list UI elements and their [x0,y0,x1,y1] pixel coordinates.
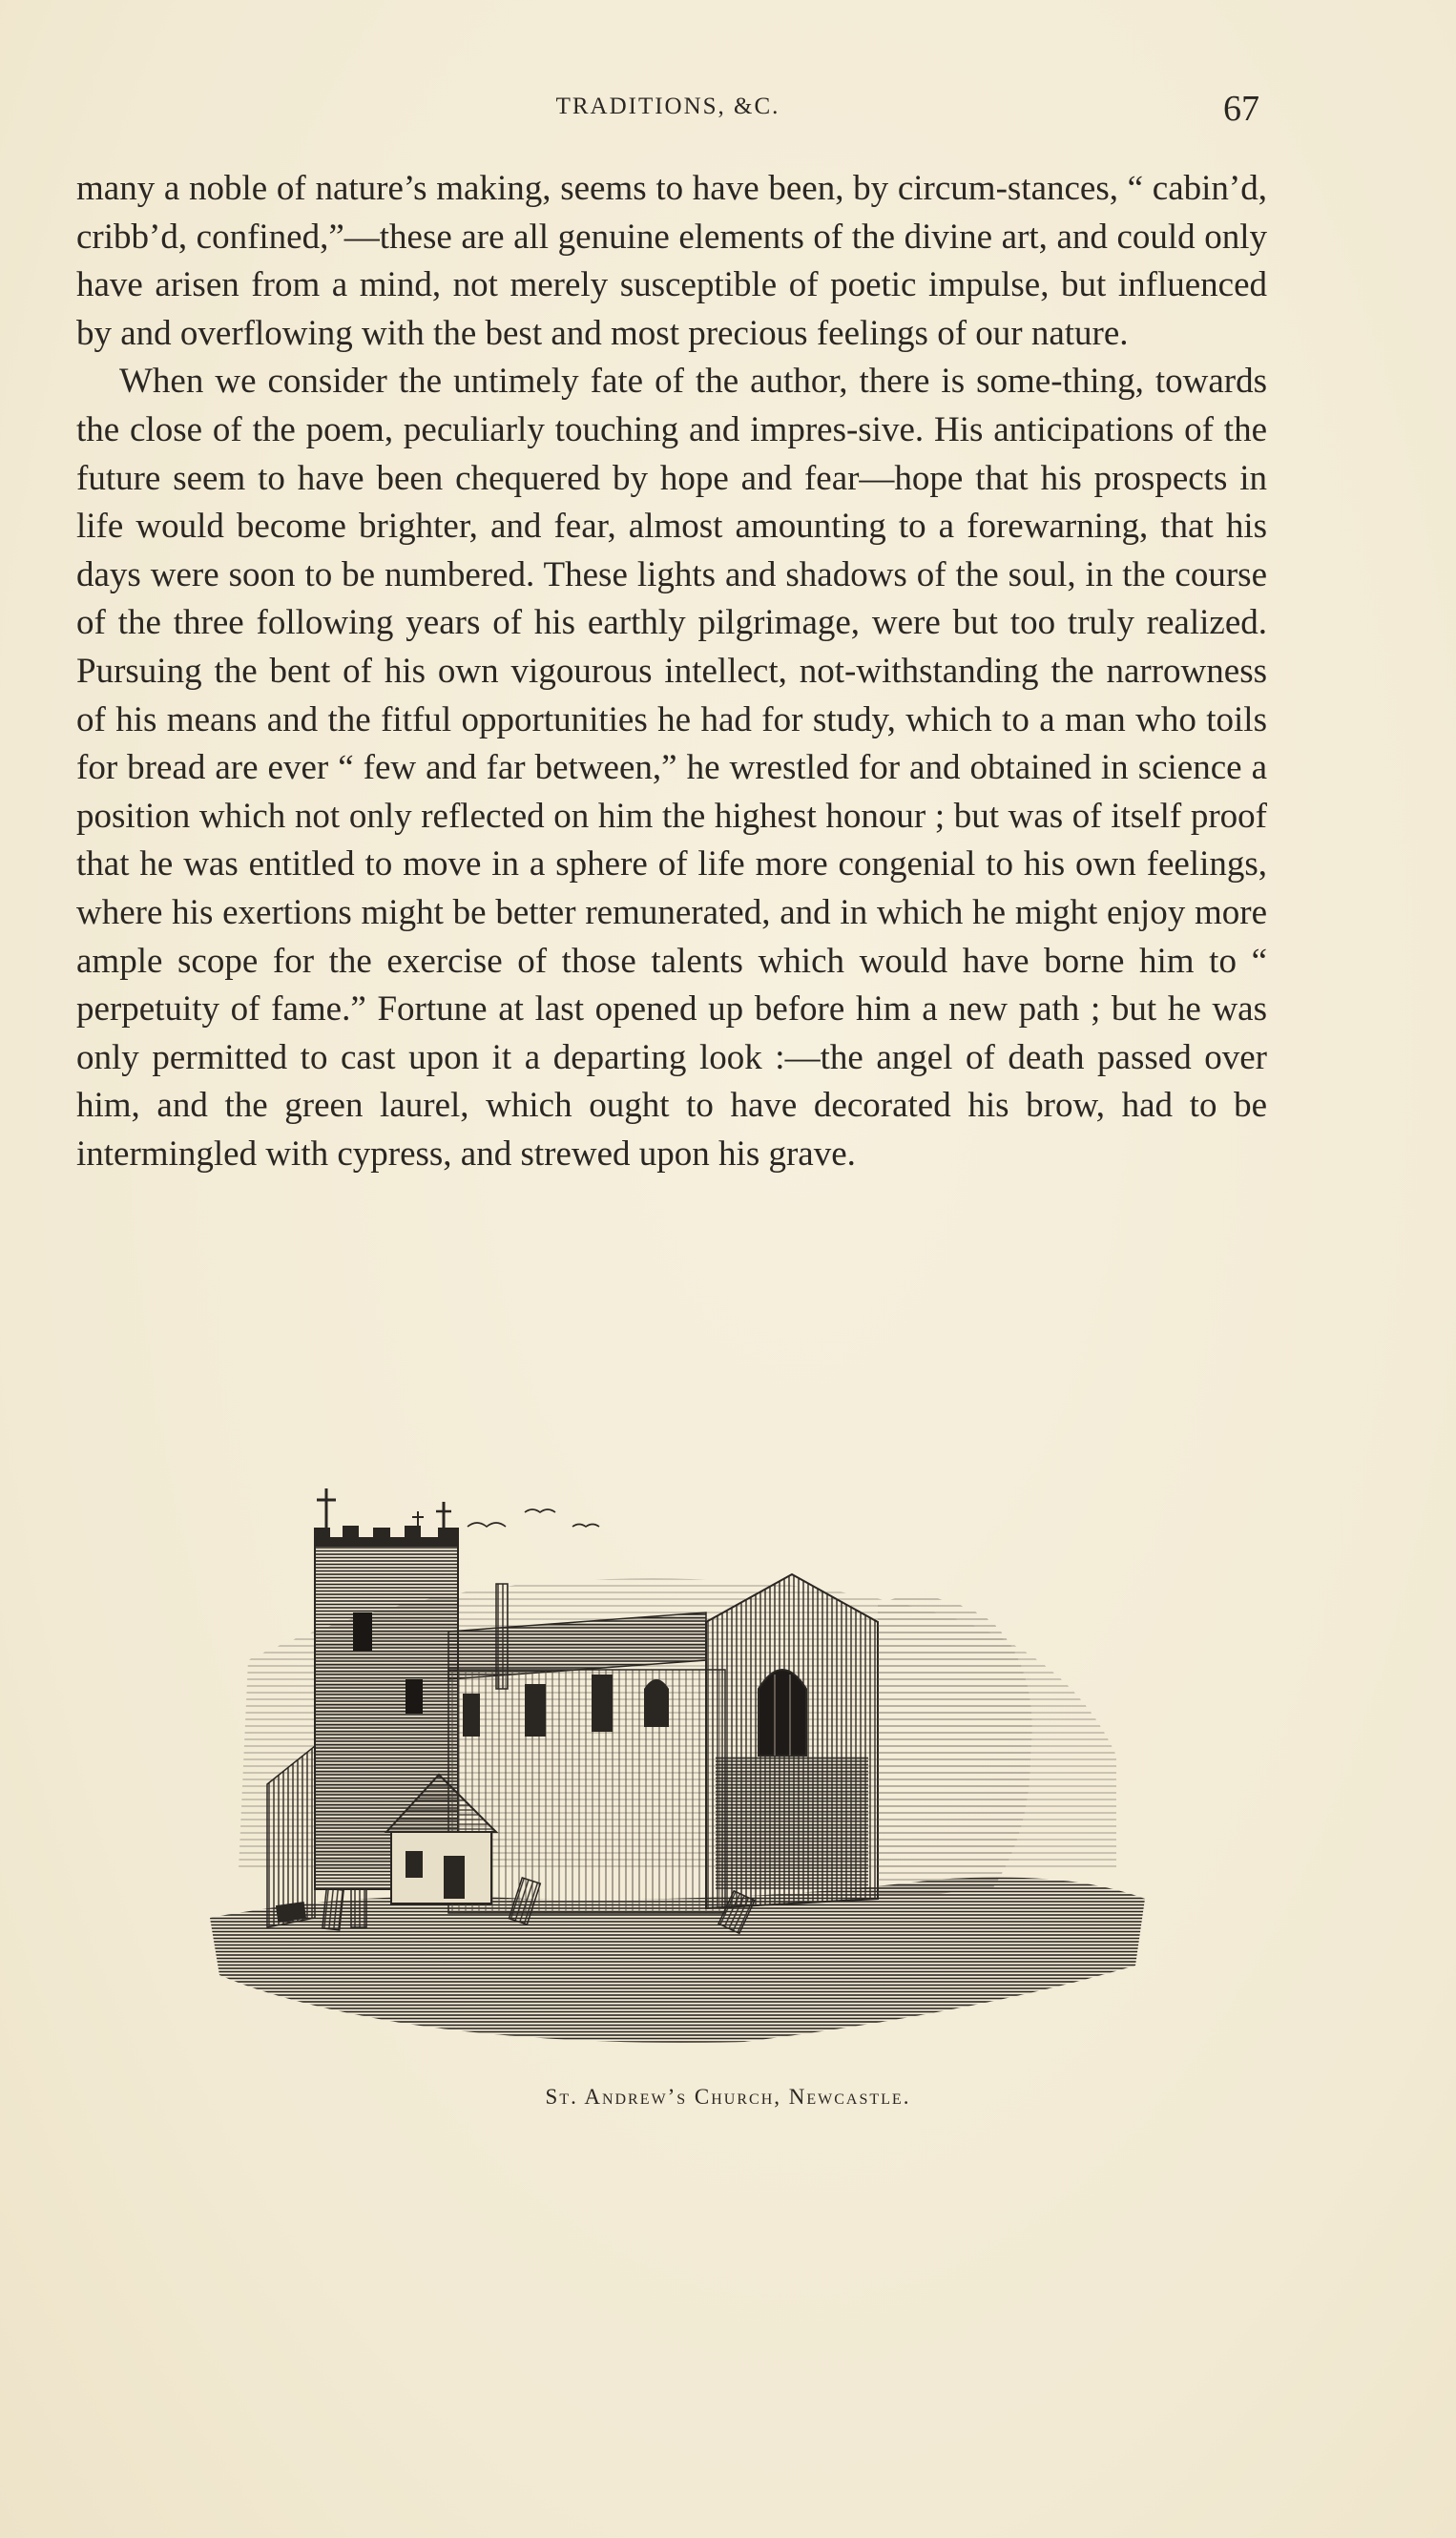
church-engraving [210,1469,1145,2051]
birds [468,1509,599,1527]
body-text [76,165,1267,1178]
figure-caption: St. Andrew’s Church, Newcastle. [545,2085,911,2109]
paragraph-2: When we consider the untimely fate of the author, there is some-thing, towards the close of the poem, peculiarly touching and impres-sive. His anticipations of the future seem to have been chequered by hope and fear—hope that his prospects in life would become brighter, and fear, almost amounting to a forewarning, that his days were soon to be numbered. These lights and shadows of the soul, in the course of the three following years of his earthly pilgrimage, were but too truly realized. Pursuing the bent of his own vigourous intellect, not-withstanding the narrowness of his means and the fitful opportunities he had for study, which to a man who toils for bread are ever “ few and far between,” he wrestled for and obtained in science a position which not only reflected on him the highest honour ; but was of itself proof that he was entitled to move in a sphere of life more congenial to his own feelings, where his exertions might be better remunerated, and in which he might enjoy more ample scope for the exercise of those talents which would have borne him to “ perpetuity of fame.” Fortune at last opened up before him a new path ; but he was only permitted to cast upon it a departing look :—the angel of death passed over him, and the green laurel, which ought to have decorated his brow, had to be intermingled with cypress, and strewed upon his grave. [76,362,1267,1174]
chancel-gable [706,1574,878,1908]
page-number: 67 [1223,89,1259,129]
running-head: TRADITIONS, &C. [555,94,780,119]
paragraph-1: many a noble of nature’s making, seems to have been, by circum-stances, “ cabin’d, cribb’d, confined,”—these are all genuine elements of the divine art, and could only have arisen from a mind, not merely susceptible of poetic impulse, but influenced by and overflowing with the best and most precious feelings of our nature. [76,169,1267,353]
foliage [878,1596,1032,1899]
page-header [76,88,1259,129]
